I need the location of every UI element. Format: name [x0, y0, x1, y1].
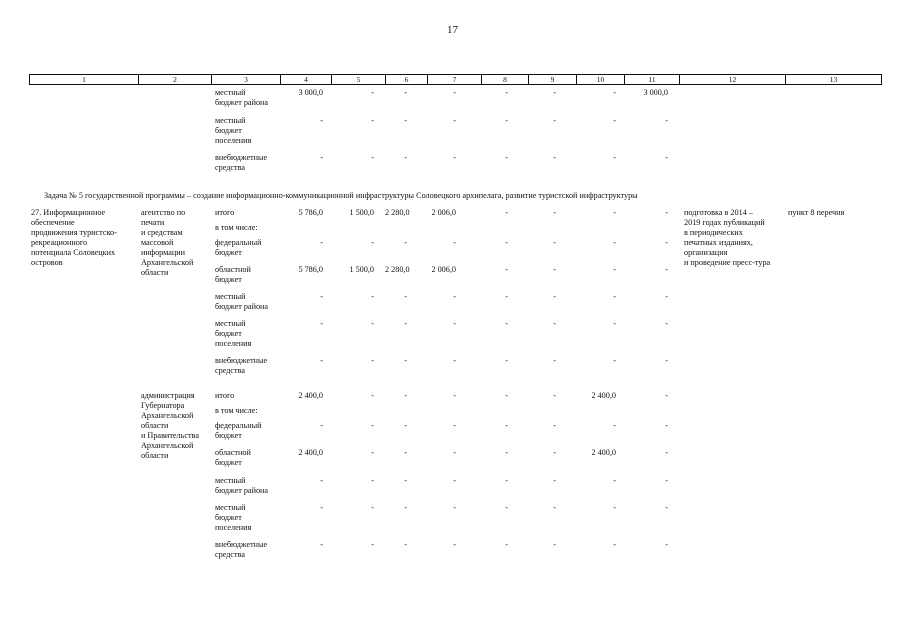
row-label: в том числе:	[215, 223, 258, 232]
cell-value: -	[665, 319, 668, 328]
cell-value: -	[453, 319, 456, 328]
col-header: 6	[385, 75, 427, 84]
cell-value: -	[404, 88, 407, 97]
cell-value: -	[371, 238, 374, 247]
cell-value: -	[371, 476, 374, 485]
row-label: внебюджетные средства	[215, 356, 268, 375]
cell-value: -	[320, 153, 323, 162]
cell-value: 5 786,0	[298, 208, 323, 217]
cell-value: -	[505, 265, 508, 274]
cell-value: -	[404, 153, 407, 162]
link-to-list: пункт 8 перечня	[788, 208, 845, 217]
cell-value: 2 006,0	[431, 208, 456, 217]
col-header: 12	[679, 75, 785, 84]
cell-value: -	[320, 476, 323, 485]
cell-value: -	[505, 88, 508, 97]
cell-value: -	[665, 476, 668, 485]
cell-value: 3 000,0	[298, 88, 323, 97]
row-label: областной бюджет	[215, 265, 251, 284]
cell-value: -	[505, 448, 508, 457]
cell-value: -	[665, 421, 668, 430]
col-header: 1	[82, 75, 86, 84]
cell-value: -	[505, 116, 508, 125]
page-number: 17	[447, 24, 458, 36]
cell-value: -	[453, 88, 456, 97]
cell-value: -	[404, 116, 407, 125]
cell-value: -	[404, 421, 407, 430]
cell-value: 1 500,0	[349, 208, 374, 217]
executor-2: администрация Губернатора Архангельской области и Правительства Архангельской области	[141, 391, 199, 460]
cell-value: -	[665, 238, 668, 247]
cell-value: -	[320, 356, 323, 365]
cell-value: -	[553, 292, 556, 301]
cell-value: -	[453, 476, 456, 485]
cell-value: -	[371, 391, 374, 400]
cell-value: -	[665, 208, 668, 217]
cell-value: -	[613, 503, 616, 512]
cell-value: -	[505, 319, 508, 328]
row-label: местный бюджет поселения	[215, 116, 252, 145]
cell-value: -	[453, 540, 456, 549]
cell-value: 2 400,0	[298, 391, 323, 400]
cell-value: -	[505, 391, 508, 400]
cell-value: -	[613, 292, 616, 301]
cell-value: -	[404, 476, 407, 485]
row-label: внебюджетные средства	[215, 540, 268, 559]
cell-value: -	[453, 356, 456, 365]
cell-value: -	[505, 540, 508, 549]
row-label: итого	[215, 208, 235, 217]
cell-value: -	[505, 153, 508, 162]
cell-value: -	[613, 319, 616, 328]
cell-value: -	[553, 153, 556, 162]
cell-value: 2 006,0	[431, 265, 456, 274]
cell-value: -	[553, 265, 556, 274]
cell-value: -	[371, 88, 374, 97]
cell-value: -	[553, 116, 556, 125]
cell-value: -	[453, 448, 456, 457]
cell-value: -	[404, 503, 407, 512]
cell-value: -	[371, 153, 374, 162]
cell-value: -	[665, 448, 668, 457]
row-label: областной бюджет	[215, 448, 251, 467]
cell-value: -	[371, 503, 374, 512]
cell-value: -	[505, 476, 508, 485]
cell-value: -	[320, 238, 323, 247]
col-header: 11	[624, 75, 679, 84]
cell-value: -	[453, 153, 456, 162]
col-header: 3	[211, 75, 280, 84]
cell-value: -	[553, 421, 556, 430]
cell-value: 1 500,0	[349, 265, 374, 274]
cell-value: -	[613, 265, 616, 274]
cell-value: -	[404, 540, 407, 549]
cell-value: -	[613, 540, 616, 549]
cell-value: -	[453, 503, 456, 512]
cell-value: -	[453, 421, 456, 430]
item-name: 27. Информационное обеспечение продвижения туристско- рекреационного потенциала Соловецких островов	[31, 208, 117, 267]
row-label: федеральный бюджет	[215, 238, 262, 257]
cell-value: -	[553, 319, 556, 328]
cell-value: -	[371, 116, 374, 125]
cell-value: -	[613, 356, 616, 365]
cell-value: -	[613, 116, 616, 125]
cell-value: -	[453, 391, 456, 400]
cell-value: -	[505, 292, 508, 301]
cell-value: -	[453, 238, 456, 247]
cell-value: -	[665, 391, 668, 400]
cell-value: -	[553, 208, 556, 217]
cell-value: -	[320, 116, 323, 125]
cell-value: -	[665, 540, 668, 549]
cell-value: -	[505, 208, 508, 217]
cell-value: 5 786,0	[298, 265, 323, 274]
cell-value: -	[453, 116, 456, 125]
cell-value: -	[553, 356, 556, 365]
cell-value: 2 280,0	[385, 265, 410, 274]
column-header-row	[29, 74, 882, 85]
col-header: 7	[427, 75, 481, 84]
cell-value: -	[371, 319, 374, 328]
col-header: 4	[280, 75, 331, 84]
cell-value: 2 400,0	[298, 448, 323, 457]
cell-value: -	[404, 356, 407, 365]
col-header: 9	[528, 75, 576, 84]
cell-value: -	[404, 391, 407, 400]
row-label: местный бюджет района	[215, 476, 269, 495]
col-header: 8	[481, 75, 528, 84]
cell-value: -	[404, 292, 407, 301]
cell-value: -	[553, 540, 556, 549]
cell-value: 2 400,0	[591, 391, 616, 400]
cell-value: -	[505, 421, 508, 430]
cell-value: -	[404, 319, 407, 328]
cell-value: -	[371, 292, 374, 301]
cell-value: -	[453, 292, 456, 301]
cell-value: -	[665, 503, 668, 512]
row-label: итого	[215, 391, 235, 400]
cell-value: -	[553, 88, 556, 97]
col-header: 13	[785, 75, 881, 84]
row-label: местный бюджет поселения	[215, 319, 252, 348]
cell-value: -	[553, 503, 556, 512]
cell-value: -	[505, 356, 508, 365]
cell-value: -	[404, 238, 407, 247]
cell-value: -	[613, 476, 616, 485]
cell-value: -	[665, 265, 668, 274]
cell-value: -	[665, 292, 668, 301]
task-heading: Задача № 5 государственной программы – создание информационно-коммуникационной инфраструктуры Соловецкого архипелага, развитие туристской инфраструктуры	[44, 191, 638, 200]
col-header: 2	[138, 75, 211, 84]
cell-value: -	[613, 208, 616, 217]
cell-value: -	[320, 319, 323, 328]
row-label: внебюджетные средства	[215, 153, 268, 172]
cell-value: -	[553, 476, 556, 485]
cell-value: -	[613, 153, 616, 162]
cell-value: 2 400,0	[591, 448, 616, 457]
cell-value: -	[505, 503, 508, 512]
cell-value: -	[320, 421, 323, 430]
cell-value: -	[665, 116, 668, 125]
cell-value: -	[371, 356, 374, 365]
cell-value: 3 000,0	[643, 88, 668, 97]
expected-result: подготовка в 2014 – 2019 годах публикаций в периодических печатных изданиях, организация и проведение пресс-тура	[684, 208, 771, 267]
cell-value: -	[320, 292, 323, 301]
cell-value: -	[553, 448, 556, 457]
col-header: 5	[331, 75, 385, 84]
cell-value: -	[371, 540, 374, 549]
executor-1: агентство по печати и средствам массовой информации Архангельской области	[141, 208, 194, 277]
cell-value: -	[613, 238, 616, 247]
cell-value: -	[371, 448, 374, 457]
row-label: в том числе:	[215, 406, 258, 415]
cell-value: -	[553, 391, 556, 400]
cell-value: -	[320, 503, 323, 512]
cell-value: -	[553, 238, 556, 247]
cell-value: -	[613, 88, 616, 97]
row-label: федеральный бюджет	[215, 421, 262, 440]
row-label: местный бюджет поселения	[215, 503, 252, 532]
cell-value: 2 280,0	[385, 208, 410, 217]
row-label: местный бюджет района	[215, 292, 269, 311]
col-header: 10	[576, 75, 624, 84]
cell-value: -	[665, 356, 668, 365]
cell-value: -	[320, 540, 323, 549]
cell-value: -	[665, 153, 668, 162]
cell-value: -	[404, 448, 407, 457]
cell-value: -	[505, 238, 508, 247]
row-label: местный бюджет района	[215, 88, 269, 107]
cell-value: -	[371, 421, 374, 430]
cell-value: -	[613, 421, 616, 430]
